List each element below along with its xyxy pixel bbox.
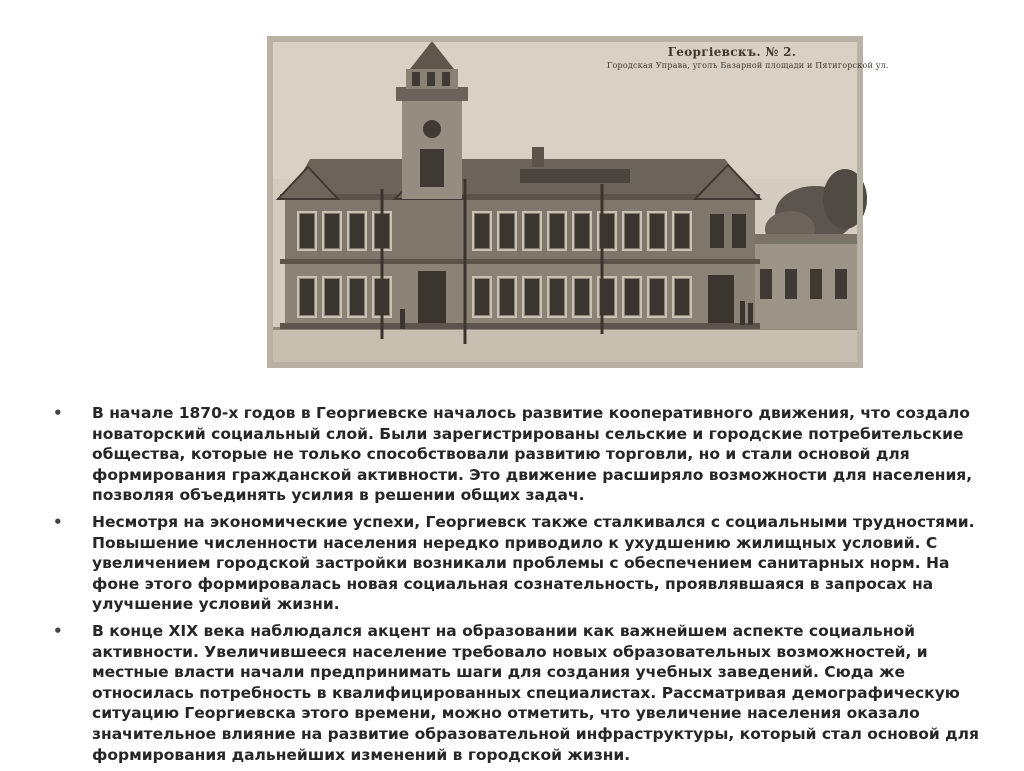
bullet-text: Несмотря на экономические успехи, Георгиевск также сталкивался с социальными трудностями. Повышение численности населения нередко приводило к ухудшению жилищных условий. С увеличением городской застройки возникали проблемы с обеспечением санитарных норм. На фоне этого формировалась новая социальная сознательность, проявлявшаяся в запросах на улучшение условий жизни. xyxy=(92,512,975,614)
bullet-marker: • xyxy=(53,404,63,422)
bullet-list xyxy=(52,403,982,771)
bullet-item xyxy=(52,621,982,765)
postcard-illustration xyxy=(270,39,889,365)
bullet-text: В конце XIX века наблюдался акцент на образовании как важнейшем аспекте социальной активности. Увеличившееся население требовало новых образовательных возможностей, и местные власти начали предпринимать шаги для создания учебных заведений. Сюда же относилась потребность в квалифицированных специалистах. Рассматривая демографическую ситуацию Георгиевска этого времени, можно отметить, что увеличение населения оказало значительное влияние на развитие образовательной инфраструктуры, который стал основой для формирования дальнейших изменений в городской жизни. xyxy=(92,621,979,764)
bullet-text: В начале 1870-х годов в Георгиевске началось развитие кооперативного движения, что создало новаторский социальный слой. Были зарегистрированы сельские и городские потребительские общества, которые не только способствовали развитию торговли, но и стали основой для формирования гражданской активности. Это движение расширяло возможности для населения, позволяя объединять усилия в решении общих задач. xyxy=(92,404,973,505)
bullet-item xyxy=(52,512,982,615)
bullet-marker: • xyxy=(53,512,63,531)
bullet-item xyxy=(52,403,982,506)
postcard-caption xyxy=(607,45,889,70)
historic-postcard-photo xyxy=(270,39,889,365)
bullet-marker: • xyxy=(53,621,63,640)
postcard-caption-subtitle: Городская Управа, уголъ Базарной площади и Пятигорской ул. xyxy=(607,61,889,70)
postcard-caption-title: Георгіевскъ. № 2. xyxy=(667,45,797,59)
